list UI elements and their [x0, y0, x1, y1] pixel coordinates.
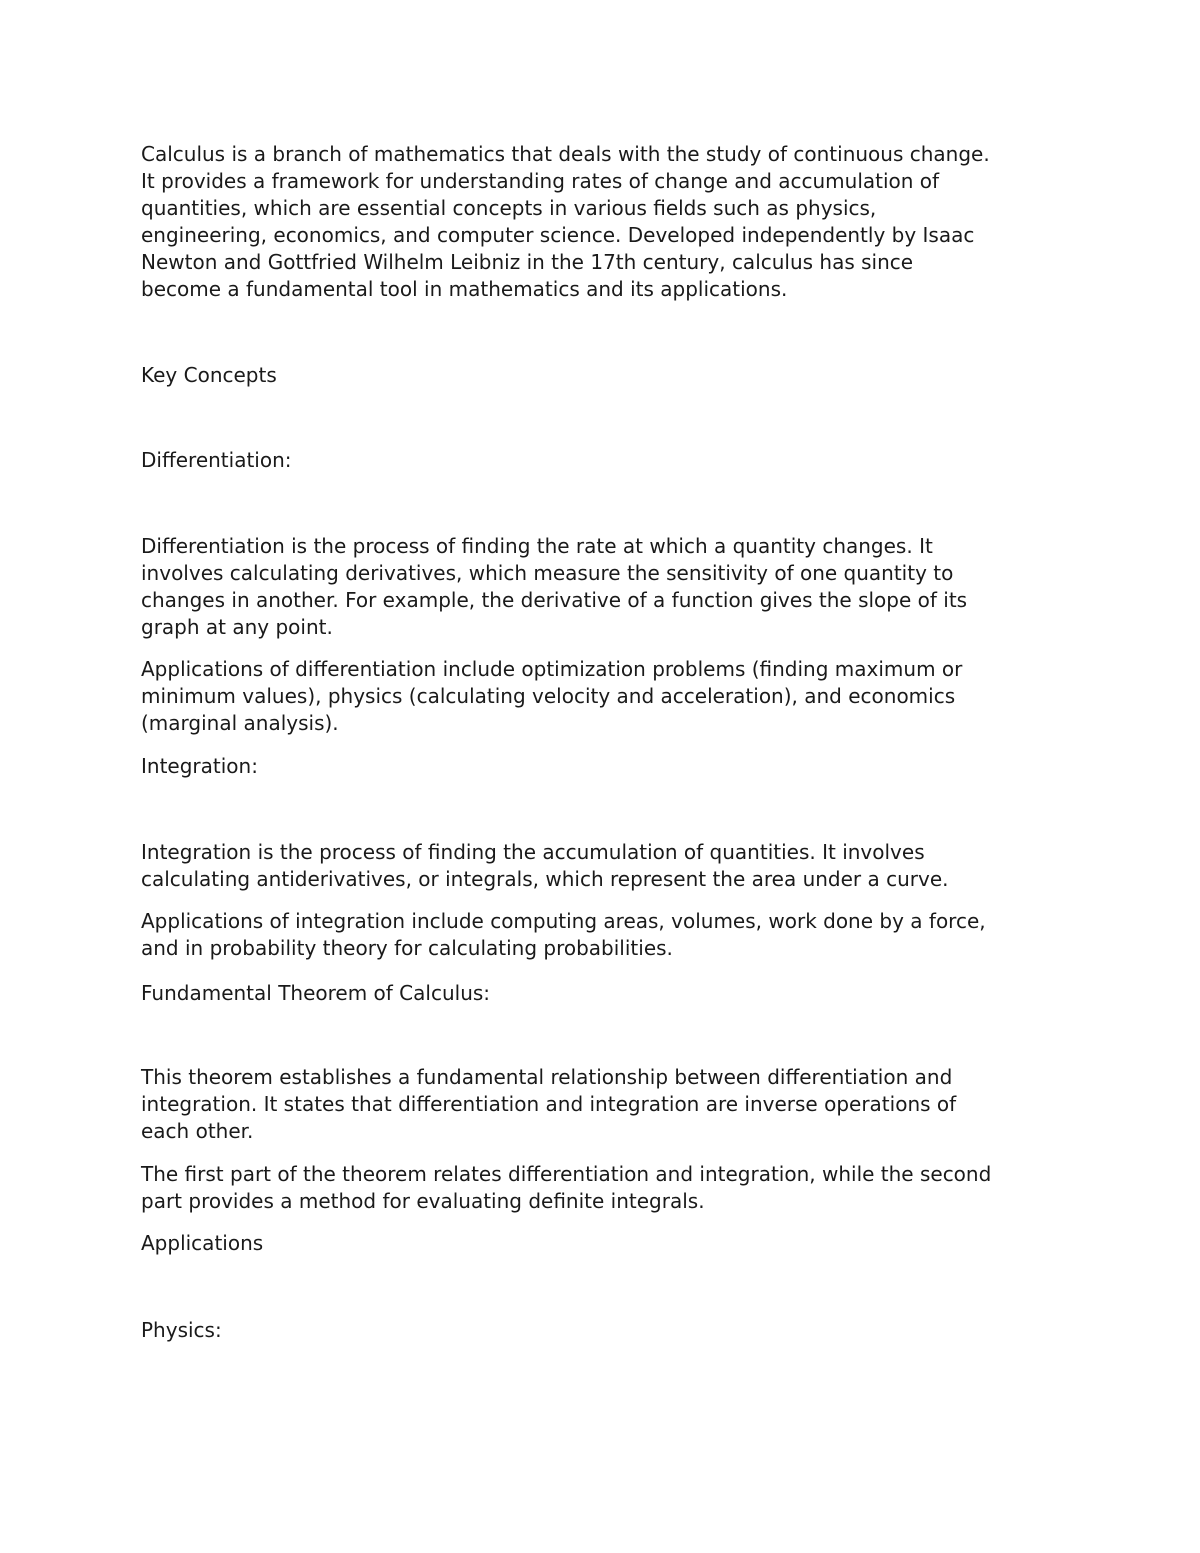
intro-paragraph: Calculus is a branch of mathematics that deals with the study of continuous change. It provides a framework for understanding rates of change and accumulation of quantities, which are essential concepts in various fields such as physics, engineering, economics, and computer science. Developed independently by Isaac Newton and Gottfried Wilhelm Leibniz in the 17th century, calculus has since become a fundamental tool in mathematics and its applications.	[141, 142, 990, 301]
applications-heading: Applications	[141, 1231, 264, 1255]
integration-paragraph-1: Integration is the process of finding the accumulation of quantities. It involves calculating antiderivatives, or integrals, which represent the area under a curve.	[141, 840, 949, 891]
fundamental-theorem-paragraph-1: This theorem establishes a fundamental relationship between differentiation and integration. It states that differentiation and integration are inverse operations of each other.	[141, 1065, 957, 1143]
integration-paragraph-2: Applications of integration include computing areas, volumes, work done by a force, and in probability theory for calculating probabilities.	[141, 909, 986, 960]
fundamental-theorem-heading: Fundamental Theorem of Calculus:	[141, 981, 491, 1005]
physics-heading: Physics:	[141, 1318, 222, 1342]
fundamental-theorem-paragraph-2: The first part of the theorem relates differentiation and integration, while the second part provides a method for evaluating definite integrals.	[141, 1162, 992, 1213]
differentiation-paragraph-2: Applications of differentiation include optimization problems (finding maximum or minimum values), physics (calculating velocity and acceleration), and economics (marginal analysis).	[141, 657, 963, 735]
differentiation-paragraph-1: Differentiation is the process of finding the rate at which a quantity changes. It involves calculating derivatives, which measure the sensitivity of one quantity to changes in another. For example, the derivative of a function gives the slope of its graph at any point.	[141, 534, 968, 639]
differentiation-heading: Differentiation:	[141, 448, 292, 472]
integration-heading: Integration:	[141, 754, 258, 778]
key-concepts-heading: Key Concepts	[141, 363, 277, 387]
